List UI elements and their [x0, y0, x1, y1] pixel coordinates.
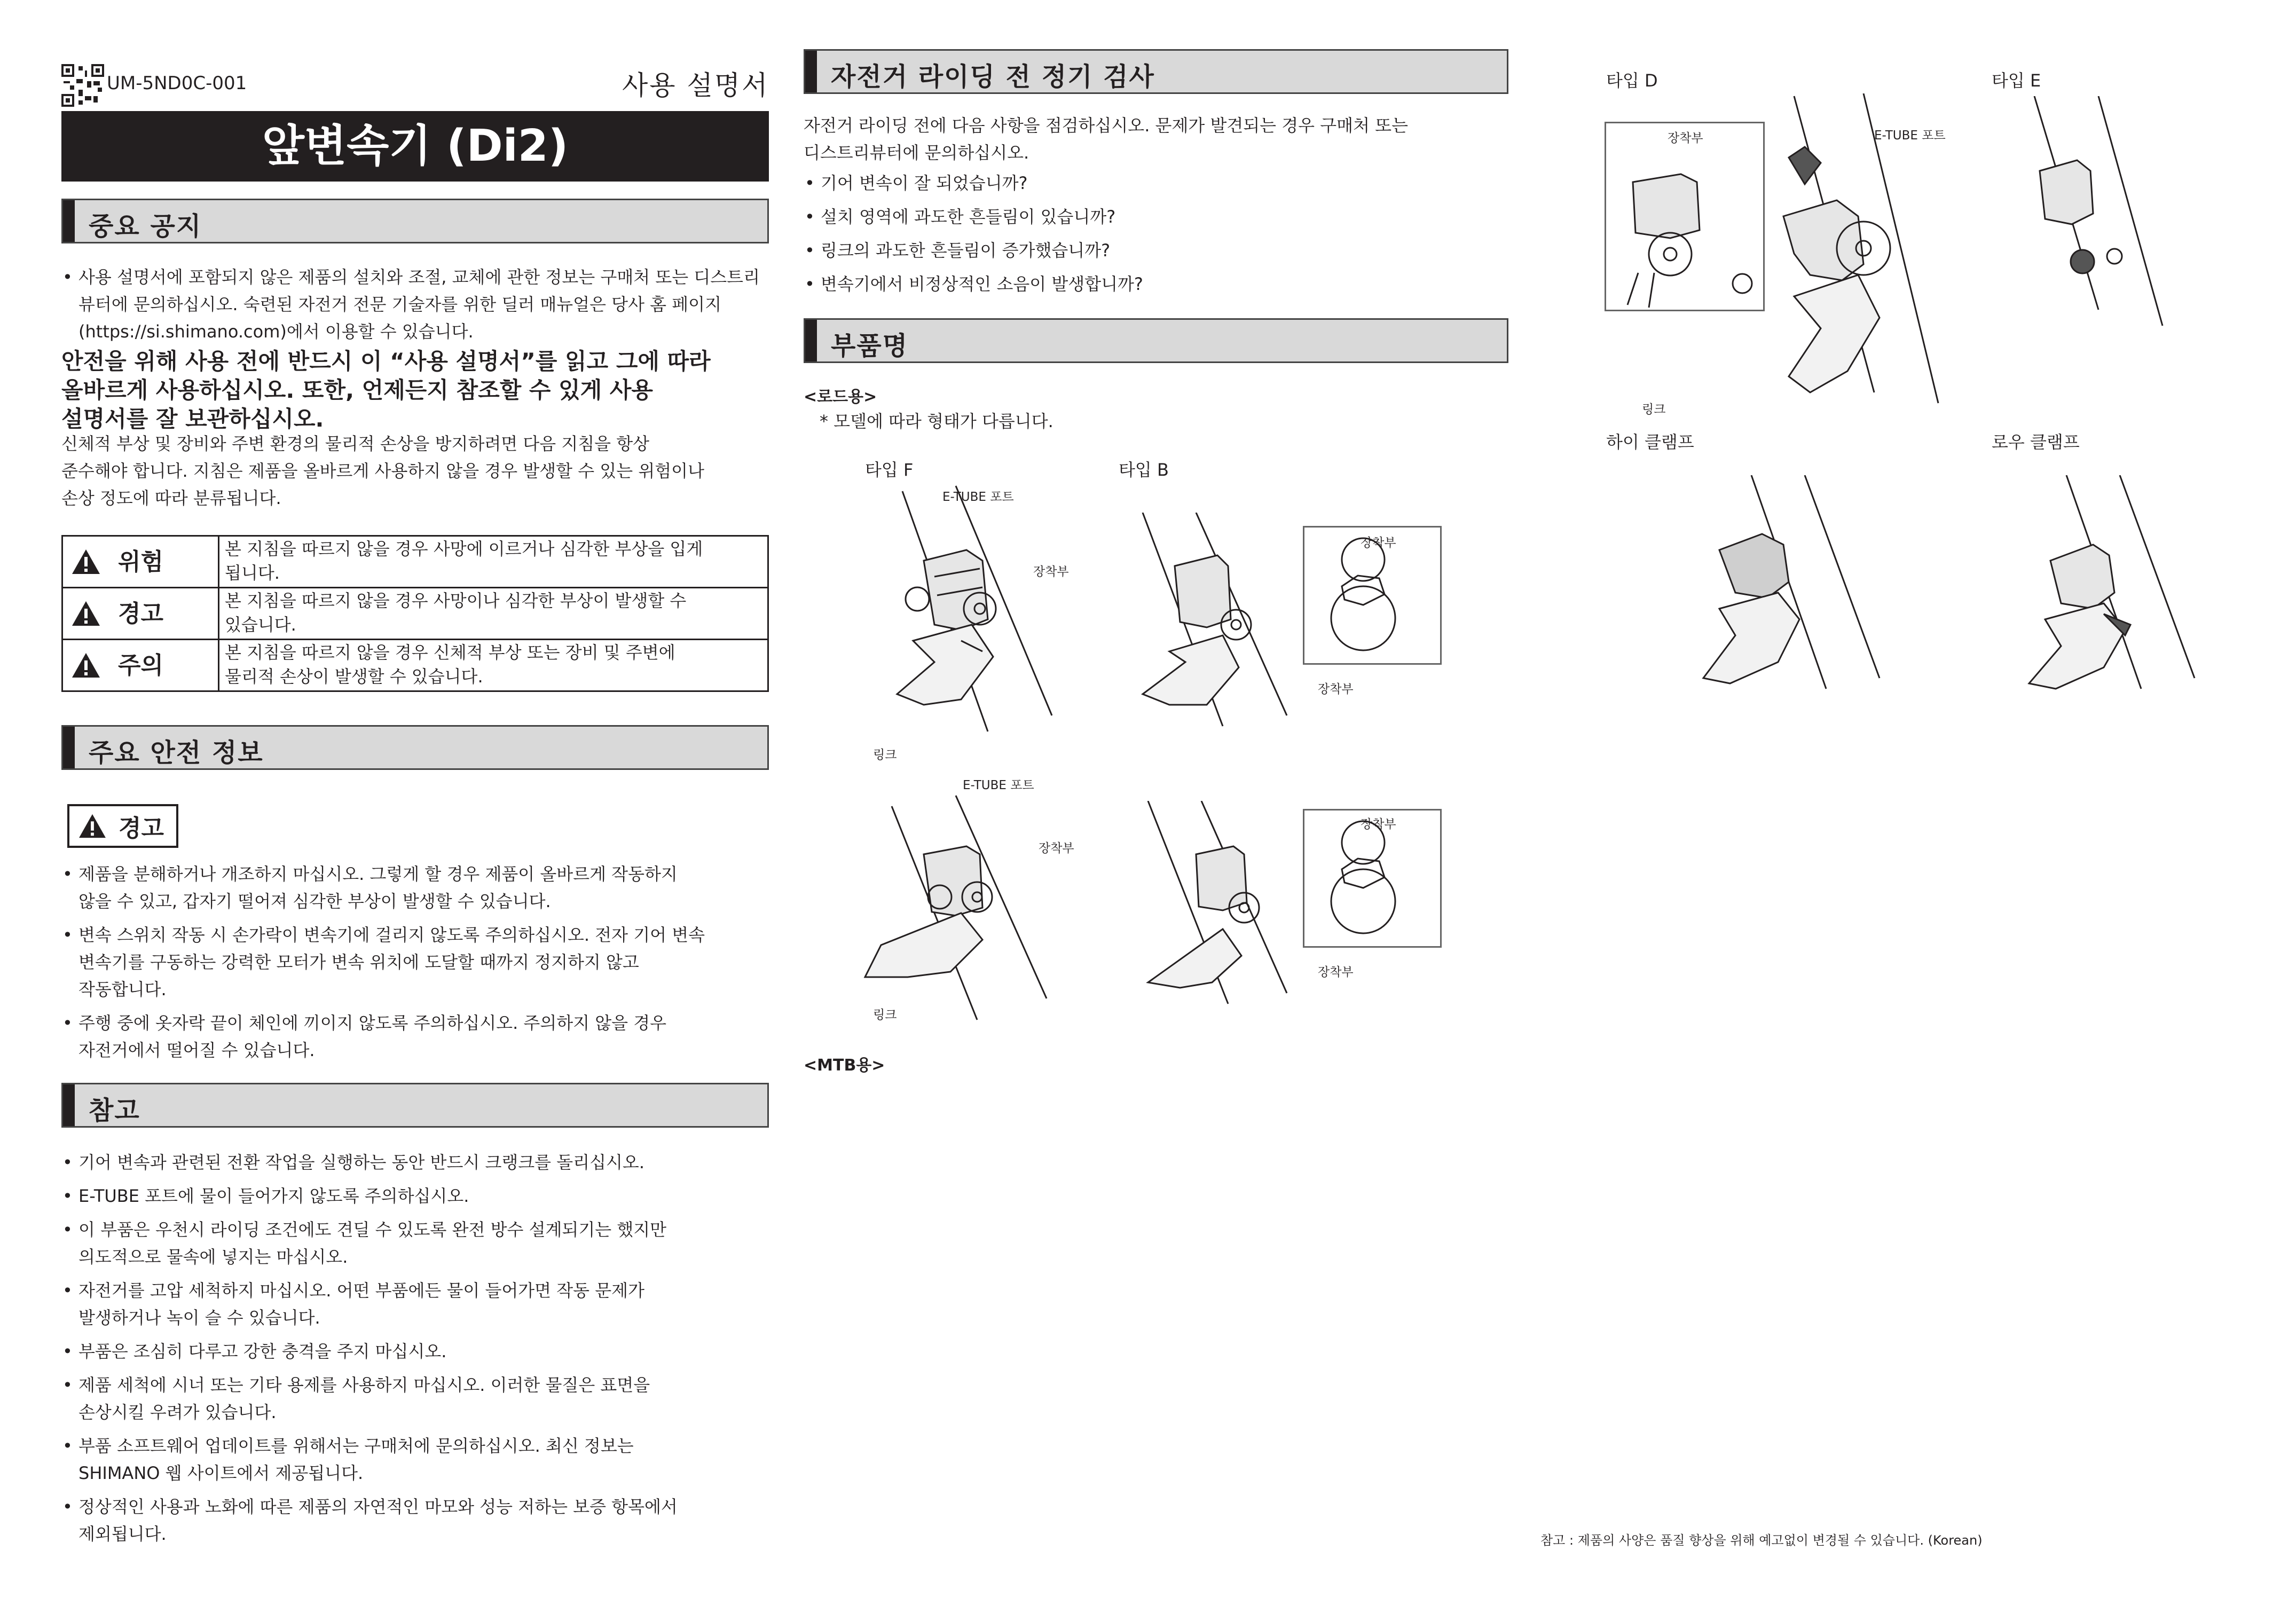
- section-title: 참고: [89, 1096, 140, 1126]
- list-item: • 변속 스위치 작동 시 손가락이 변속기에 걸리지 않도록 주의하십시오. 전자 기어 변속 변속기를 구동하는 강력한 모터가 변속 위치에 도달할 때까지 정지하지 않고 작동합니다.: [61, 922, 769, 1003]
- list-item: • 사용 설명서에 포함되지 않은 제품의 설치와 조절, 교체에 관한 정보는 구매처 또는 디스트리뷰터에 문의하십시오. 숙련된 자전거 전문 기술자를 위한 딜러 매뉴얼은 당사 홈 페이지(https://si.shimano.com)에서 이용할 수 있습니다.: [61, 264, 762, 345]
- high-clamp-label: 하이 클램프: [1606, 432, 1694, 452]
- list-item: • 이 부품은 우천시 라이딩 조건에도 견딜 수 있도록 완전 방수 설계되기는 했지만 의도적으로 물속에 넣지는 마십시오.: [61, 1216, 769, 1271]
- signal-label: 경고: [118, 600, 164, 627]
- inspection-bullets: [804, 170, 1514, 298]
- type-d-label: 타입 D: [1606, 70, 1658, 91]
- safety-emphasis: 안전을 위해 사용 전에 반드시 이 “사용 설명서”를 읽고 그에 따라 올바르게 사용하십시오. 또한, 언제든지 참조할 수 있게 사용 설명서를 잘 보관하십시오.: [61, 348, 711, 432]
- doc-type: 사용 설명서: [622, 70, 769, 101]
- list-item: • 기어 변속이 잘 되었습니까?: [804, 170, 1514, 197]
- table-row: 경고 본 지침을 따르지 않을 경우 사망이나 심각한 부상이 발생할 수 있습니다.: [62, 588, 768, 640]
- section-title: 주요 안전 정보: [89, 738, 264, 768]
- mount-label-b2a: 장착부: [1361, 817, 1396, 831]
- warning-triangle-icon: [71, 600, 101, 627]
- title-bar: [61, 111, 769, 182]
- list-item: • 주행 중에 옷자락 끝이 체인에 끼이지 않도록 주의하십시오. 주의하지 않을 경우 자전거에서 떨어질 수 있습니다.: [61, 1010, 769, 1064]
- diagram-type-f-2: [854, 774, 1084, 1030]
- low-clamp-label: 로우 클램프: [1992, 432, 2080, 452]
- mount-label-b1a: 장착부: [1361, 536, 1396, 550]
- list-item: • 제품을 분해하거나 개조하지 마십시오. 그렇게 할 경우 제품이 올바르게 작동하지 않을 수 있고, 갑자기 떨어져 심각한 부상이 발생할 수 있습니다.: [61, 861, 769, 915]
- warning-triangle-icon: [71, 652, 101, 679]
- table-row: 위험 본 지침을 따르지 않을 경우 사망에 이르거나 심각한 부상을 입게 됩니다.: [62, 536, 768, 588]
- model-note: * 모델에 따라 형태가 다릅니다.: [820, 411, 1053, 431]
- list-item: • E-TUBE 포트에 물이 들어가지 않도록 주의하십시오.: [61, 1183, 769, 1210]
- warning-triangle-icon: [71, 548, 101, 575]
- link-label-f1: 링크: [873, 748, 897, 762]
- type-b-label: 타입 B: [1119, 460, 1169, 480]
- list-item: • 부품은 조심히 다루고 강한 충격을 주지 마십시오.: [61, 1338, 769, 1365]
- signal-label: 위험: [118, 548, 164, 576]
- etube-label-f2: E-TUBE 포트: [963, 778, 1034, 792]
- link-label-f2: 링크: [873, 1008, 897, 1022]
- table-row: 주의 본 지침을 따르지 않을 경우 신체적 부상 또는 장비 및 주변에 물리적 손상이 발생할 수 있습니다.: [62, 640, 768, 691]
- warning-badge: [67, 804, 178, 848]
- diagram-type-e: [1992, 96, 2179, 336]
- diagram-type-d: [1762, 93, 1949, 414]
- section-header-inspection: [804, 49, 1508, 94]
- detail-box-d: [1605, 122, 1765, 311]
- mount-label-f2: 장착부: [1039, 841, 1074, 855]
- inspection-intro: 자전거 라이딩 전에 다음 사항을 점검하십시오. 문제가 발견되는 경우 구매처 또는 디스트리뷰터에 문의하십시오.: [804, 115, 1408, 163]
- diagram-high-clamp: [1698, 475, 1890, 699]
- diagram-low-clamp: [2024, 475, 2216, 699]
- section-title: 중요 공지: [89, 211, 202, 241]
- diagram-type-b: [1137, 513, 1298, 737]
- list-item: • 제품 세척에 시너 또는 기타 용제를 사용하지 마십시오. 이러한 물질은 표면을 손상시킬 우려가 있습니다.: [61, 1372, 769, 1426]
- mtb-label: <MTB용>: [804, 1056, 885, 1075]
- mount-label-b1b: 장착부: [1318, 682, 1354, 696]
- mount-label-f1: 장착부: [1033, 565, 1069, 579]
- type-f-label: 타입 F: [865, 460, 914, 480]
- section-title: 부품명: [831, 331, 909, 361]
- footer-note: 참고 : 제품의 사양은 품질 향상을 위해 예고없이 변경될 수 있습니다. (Korean): [1540, 1533, 1983, 1548]
- section-header-notes: [61, 1083, 769, 1128]
- signal-word-table: [61, 535, 769, 692]
- etube-label-f1: E-TUBE 포트: [942, 490, 1014, 504]
- warning-label: 경고: [119, 815, 164, 842]
- etube-label-d: E-TUBE 포트: [1874, 129, 1946, 143]
- list-item: • 변속기에서 비정상적인 소음이 발생합니까?: [804, 271, 1514, 298]
- type-e-label: 타입 E: [1992, 70, 2041, 91]
- safety-bullets: [61, 861, 769, 1064]
- guidelines-paragraph: 신체적 부상 및 장비와 주변 환경의 물리적 손상을 방지하려면 다음 지침을 항상 준수해야 합니다. 지침은 제품을 올바르게 사용하지 않을 경우 발생할 수 있는 위험이나 손상 정도에 따라 분류됩니다.: [61, 434, 704, 508]
- road-label: <로드용>: [804, 388, 877, 406]
- list-item: • 부품 소프트웨어 업데이트를 위해서는 구매처에 문의하십시오. 최신 정보는 SHIMANO 웹 사이트에서 제공됩니다.: [61, 1433, 769, 1487]
- list-item: • 기어 변속과 관련된 전환 작업을 실행하는 동안 반드시 크랭크를 돌리십시오.: [61, 1149, 769, 1176]
- section-header-safety: [61, 725, 769, 770]
- mount-label-b2b: 장착부: [1318, 965, 1354, 979]
- warning-triangle-icon: [78, 813, 107, 839]
- list-item: • 설치 영역에 과도한 흔들림이 있습니까?: [804, 203, 1514, 231]
- section-header-important: [61, 199, 769, 243]
- list-item: • 정상적인 사용과 노화에 따른 제품의 자연적인 마모와 성능 저하는 보증 항목에서 제외됩니다.: [61, 1493, 769, 1548]
- qr-code: [61, 64, 104, 107]
- page-title: 앞변속기 (Di2): [262, 121, 569, 171]
- link-label-d: 링크: [1642, 403, 1666, 416]
- list-item: • 자전거를 고압 세척하지 마십시오. 어떤 부품에든 물이 들어가면 작동 문제가 발생하거나 녹이 슬 수 있습니다.: [61, 1277, 769, 1332]
- diagram-type-b-2: [1137, 801, 1298, 1014]
- signal-label: 주의: [118, 651, 164, 679]
- important-bullets: [61, 264, 769, 345]
- mount-label-d: 장착부: [1668, 131, 1703, 145]
- diagram-type-f: [854, 481, 1084, 758]
- notes-bullets: [61, 1149, 769, 1548]
- list-item: • 링크의 과도한 흔들림이 증가했습니까?: [804, 237, 1514, 264]
- section-title: 자전거 라이딩 전 정기 검사: [831, 62, 1155, 92]
- section-header-parts: [804, 318, 1508, 363]
- doc-code: UM-5ND0C-001: [107, 73, 247, 94]
